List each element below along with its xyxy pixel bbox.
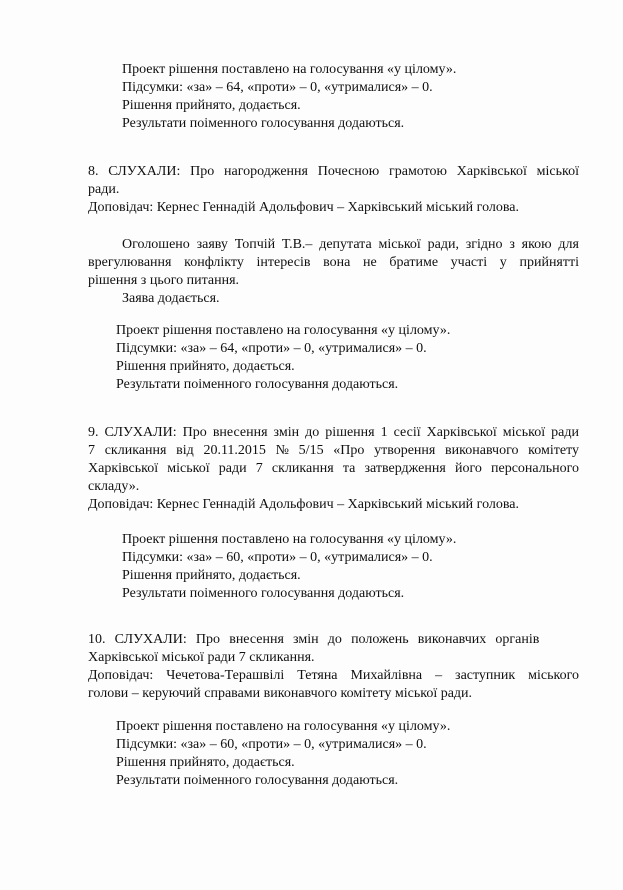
item8-title-line: ради. <box>88 182 120 197</box>
item10-speaker-line: Доповідач: Чечетова-Терашвілі Тетяна Михайлівна – заступник міського <box>88 668 579 683</box>
decision-status: Рішення прийнято, додається. <box>116 755 295 770</box>
item9-title-line: 9. СЛУХАЛИ: Про внесення змін до рішення 1 сесії Харківської міської ради <box>88 425 579 440</box>
item8-note-line: рішення з цього питання. <box>88 273 240 288</box>
vote-line: Проект рішення поставлено на голосування «у цілому». <box>116 719 451 734</box>
roll-call-note: Результати поіменного голосування додаються. <box>116 773 399 788</box>
item8-speaker: Доповідач: Кернес Геннадій Адольфович – Харківський міський голова. <box>88 200 520 215</box>
item8-note-line: Оголошено заяву Топчій Т.В.– депутата міської ради, згідно з якою для <box>122 237 579 252</box>
vote-line: Проект рішення поставлено на голосування «у цілому». <box>122 532 457 547</box>
item9-speaker: Доповідач: Кернес Геннадій Адольфович – Харківський міський голова. <box>88 497 520 512</box>
item8-title-line: 8. СЛУХАЛИ: Про нагородження Почесною грамотою Харківської міської <box>88 164 579 179</box>
item9-title-line: Харківської міської ради 7 скликання та затвердження його персонального <box>88 461 579 476</box>
vote-totals: Підсумки: «за» – 60, «проти» – 0, «утрималися» – 0. <box>122 550 433 565</box>
vote-line: Проект рішення поставлено на голосування «у цілому». <box>122 62 457 77</box>
decision-status: Рішення прийнято, додається. <box>116 359 295 374</box>
decision-status: Рішення прийнято, додається. <box>122 98 301 113</box>
roll-call-note: Результати поіменного голосування додаються. <box>116 377 399 392</box>
vote-totals: Підсумки: «за» – 64, «проти» – 0, «утрималися» – 0. <box>116 341 427 356</box>
roll-call-note: Результати поіменного голосування додаються. <box>122 586 405 601</box>
item10-title-line: Харківської міської ради 7 скликання. <box>88 650 315 665</box>
item10-title-line: 10. СЛУХАЛИ: Про внесення змін до положень виконавчих органів <box>88 632 540 647</box>
item10-speaker-line: голови – керуючий справами виконавчого комітету міської ради. <box>88 686 473 701</box>
item9-title-line: 7 скликання від 20.11.2015 № 5/15 «Про утворення виконавчого комітету <box>88 443 579 458</box>
item8-note-line: врегулювання конфлікту інтересів вона не братиме участі у прийнятті <box>88 255 579 270</box>
decision-status: Рішення прийнято, додається. <box>122 568 301 583</box>
roll-call-note: Результати поіменного голосування додаються. <box>122 116 405 131</box>
vote-line: Проект рішення поставлено на голосування «у цілому». <box>116 323 451 338</box>
vote-totals: Підсумки: «за» – 64, «проти» – 0, «утрималися» – 0. <box>122 80 433 95</box>
item8-attachment-note: Заява додається. <box>122 291 220 306</box>
item9-title-line: складу». <box>88 479 140 494</box>
vote-totals: Підсумки: «за» – 60, «проти» – 0, «утрималися» – 0. <box>116 737 427 752</box>
